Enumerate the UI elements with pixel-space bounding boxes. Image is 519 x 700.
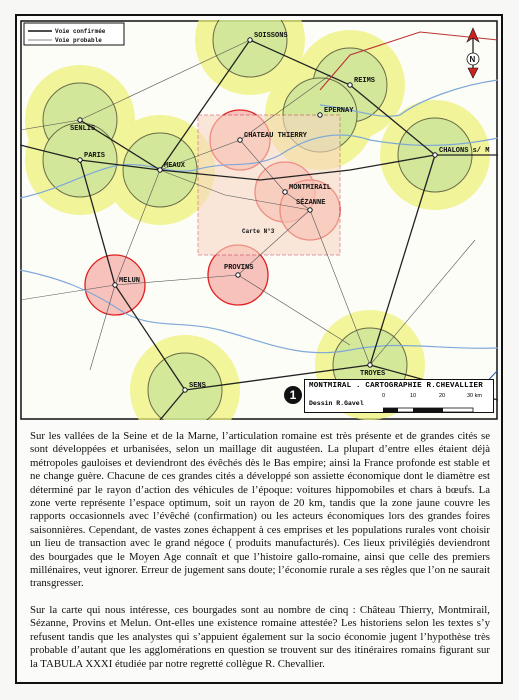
city-marker-s-zanne (308, 208, 312, 212)
city-label-s-zanne: SÉZANNE (296, 199, 326, 207)
scale-tick-0: 0 (382, 393, 386, 399)
paragraph-2: Sur la carte qui nous intéresse, ces bourgades sont au nombre de cinq : Château Thierry, Montmirail, Sézanne, Provins et Melun. Ont-elles une existence romaine attestée? Les historiens selon les textes s’y refusent tandis que les analystes qui s’appuient également sur la socio économie jugent l’hypothèse très probable d’autant que les agglomérations en question se trouvent sur des itinéraires romains figurant sur la TABULA XXXI étudiée par notre regretté collègue R. Chevallier. (30, 603, 490, 670)
north-letter: N (469, 55, 476, 64)
city-label-montmirail: MONTMIRAIL (289, 184, 332, 192)
scale-tick-3: 30 km (467, 393, 482, 399)
city-label-chateau-thierry: CHATEAU THIERRY (244, 132, 308, 140)
city-label-reims: REIMS (354, 77, 376, 85)
city-marker-provins (236, 273, 240, 277)
city-marker-melun (113, 283, 117, 287)
city-label-chalons-s-m: CHALONS s/ M (439, 147, 490, 155)
legend-probable: Voie probable (55, 37, 102, 44)
city-marker-montmirail (283, 190, 287, 194)
map (20, 20, 498, 420)
scale-bar (382, 393, 483, 412)
city-label-paris: PARIS (84, 152, 106, 160)
paragraph-1: Sur les vallées de la Seine et de la Marne, l’articulation romaine est très présente et de grandes cités se sont développées et urbanisées, selon un maillage dit augustéen. La plupart d’entre elles étaient déjà métropoles gauloises et deviendront des évêchés dès le Bas empire; ainsi la France profonde est stable et ne change guère. Chacune de ces grandes cités a développé son assiette économique dont le diamètre est déterminé par le rayon d’action des véhicules de l’époque: voitures hippomobiles et chars à bœufs. La zone verte représente l’espace optimum, soit un rayon de 20 km, tandis que la zone jaune couvre les rapports occasionnels avec l’évêché (confirmation) ou les acteurs économiques lors des grandes foires saisonnières. Cependant, de vastes zones échappent à ces emprises et les populations rurales vont choisir un lieu de transaction avec le grand négoce ( produits manufacturés). Ces lieux privilégiés deviendront des bourgades que le Moyen Age connaît et que l’histoire gallo-romaine, ainsi que celle des premiers millénaires, veut ignorer. Erreur de jugement sans doute; l’économie rurale a ses règles que l’on ne saurait transgresser. (30, 430, 490, 590)
city-label-epernay: EPERNAY (324, 107, 354, 115)
city-label-melun: MELUN (119, 277, 141, 285)
legend-confirmed: Voie confirmée (55, 28, 106, 35)
scale-tick-2: 20 (439, 393, 446, 399)
city-marker-senlis (78, 118, 82, 122)
caption-title: MONTMIRAL . CARTOGRAPHIE R.CHEVALLIER (309, 382, 483, 390)
city-marker-reims (348, 83, 352, 87)
city-marker-paris (78, 158, 82, 162)
legend (24, 23, 124, 45)
caption-author: Dessin R.Gavel (309, 400, 364, 407)
city-label-provins: PROVINS (224, 264, 254, 272)
city-label-senlis: SENLIS (70, 125, 96, 133)
city-marker-meaux (158, 168, 162, 172)
city-marker-soissons (248, 38, 252, 42)
body-text (30, 430, 490, 684)
city-label-troyes: TROYES (360, 370, 386, 378)
city-marker-chalons-s-m (433, 153, 437, 157)
city-label-sens: SENS (189, 382, 206, 390)
city-label-soissons: SOISSONS (254, 32, 288, 40)
city-label-meaux: MEAUX (164, 162, 186, 170)
map-number-badge: 1 (284, 386, 302, 404)
inset-label: Carte N°3 (242, 228, 275, 235)
city-marker-chateau-thierry (238, 138, 242, 142)
scale-tick-1: 10 (410, 393, 417, 399)
city-marker-troyes (368, 363, 372, 367)
city-marker-sens (183, 388, 187, 392)
city-marker-epernay (318, 113, 322, 117)
caption-box (304, 379, 494, 413)
